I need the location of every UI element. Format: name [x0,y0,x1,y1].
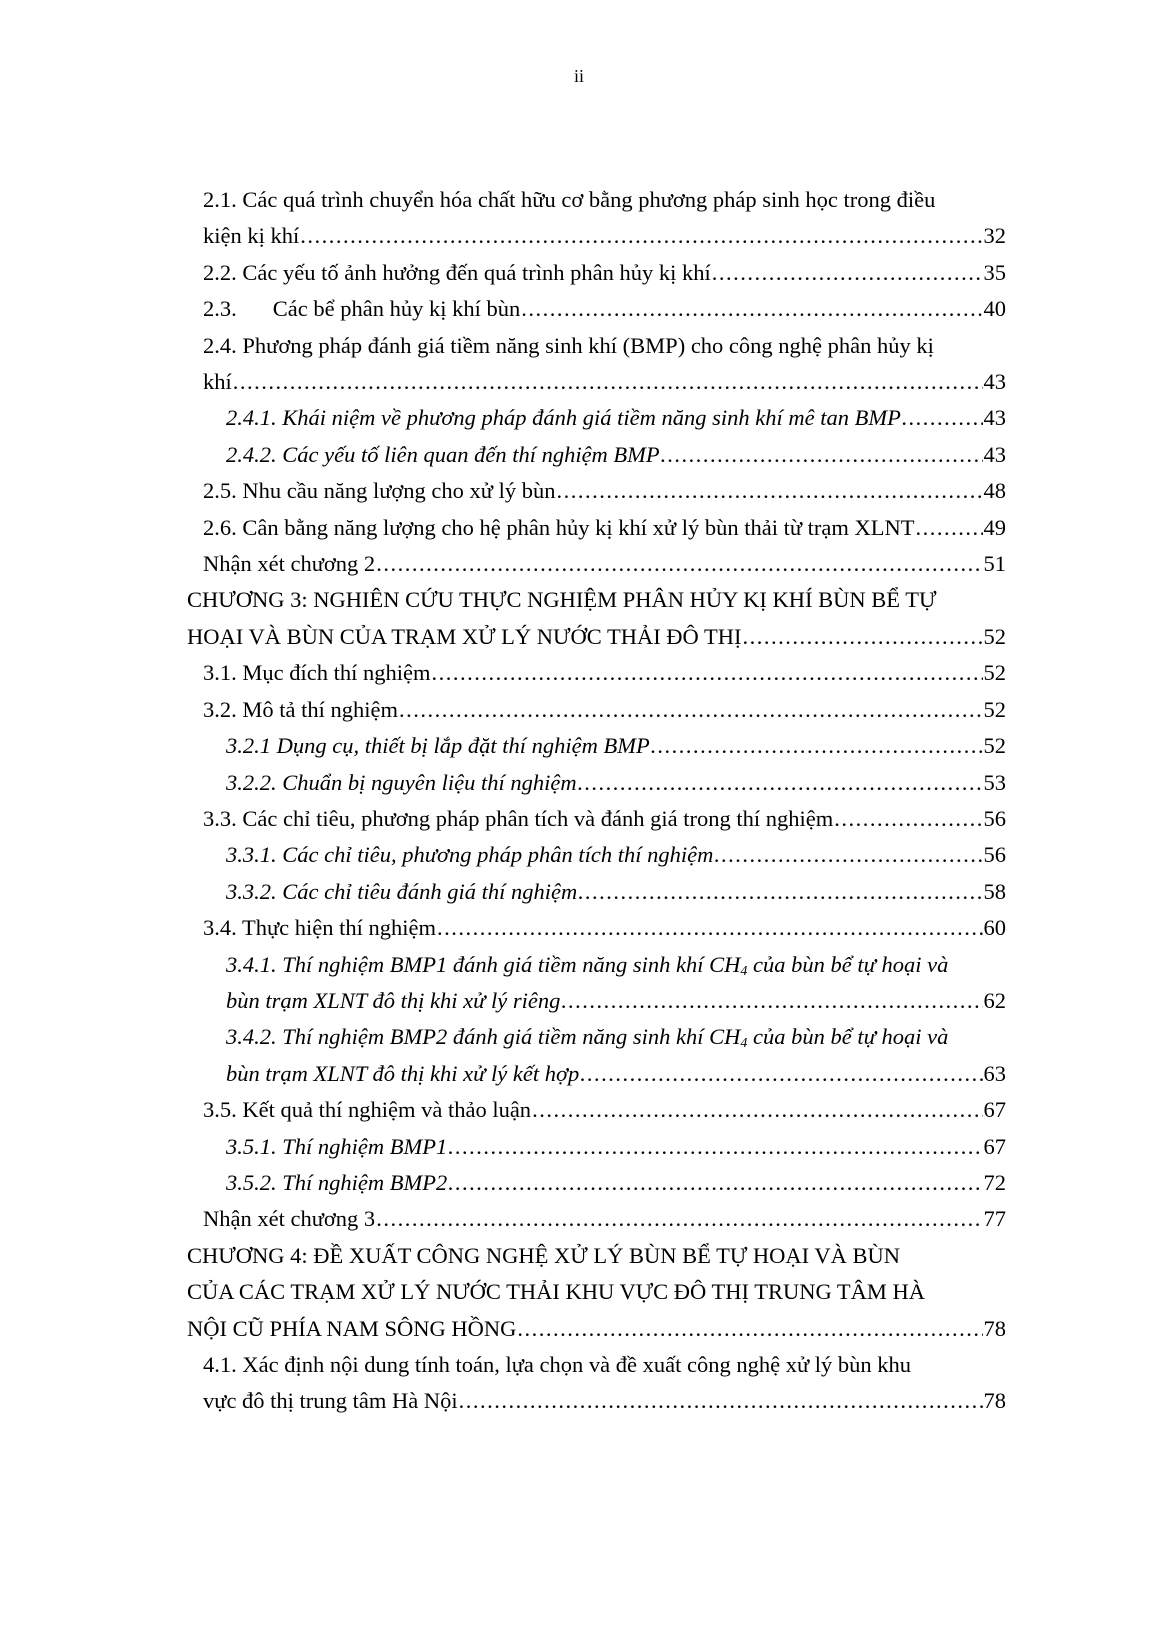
toc-entry[interactable] [203,692,1006,728]
toc-entry[interactable] [226,1129,1006,1165]
dot-leader [714,837,982,873]
toc-entry-text: 2.5. Nhu cầu năng lượng cho xử lý bùn [203,478,556,504]
toc-entry-row [203,218,1006,254]
toc-entry[interactable] [203,546,1006,582]
toc-page-number: 43 [983,369,1006,395]
dot-leader [834,801,982,837]
dot-leader [532,1092,982,1128]
toc-entry[interactable] [203,910,1006,946]
toc-entry[interactable] [203,255,1006,291]
toc-entry[interactable] [226,837,1006,873]
dot-leader [916,510,983,546]
toc-entry[interactable] [226,1165,1006,1201]
toc-entry-title [203,1092,531,1128]
toc-page-number: 60 [983,915,1006,941]
toc-entry-title [226,765,577,801]
toc-entry-text: bùn trạm XLNT đô thị khi xử lý riêng [226,987,561,1013]
toc-entry-title [203,910,436,946]
toc-entry-title [226,1056,579,1092]
toc-entry-row [187,619,1006,655]
subscript: 4 [740,963,748,979]
toc-entry-title [203,801,833,837]
toc-entry-text: 3.3.1. Các chỉ tiêu, phương pháp phân tích thí nghiệm [226,842,714,868]
toc-entry[interactable] [203,801,1006,837]
toc-entry-row [203,473,1006,509]
toc-page-number: 56 [983,805,1006,831]
toc-entry-text: 2.4.2. Các yếu tố liên quan đến thí nghiệm BMP [226,441,660,467]
toc-page-number: 52 [983,733,1006,759]
toc-page-number: 48 [983,478,1006,504]
toc-page-number: 72 [983,1169,1006,1195]
toc-entry-line: 2.1. Các quá trình chuyển hóa chất hữu cơ bằng phương pháp sinh học trong điều [203,187,936,212]
toc-entry-text: 3.3.2. Các chỉ tiêu đánh giá thí nghiệm [226,878,578,904]
toc-page-number: 67 [983,1097,1006,1123]
toc-entry-line-part: 3.4.1. Thí nghiệm BMP1 đánh giá tiềm năng sinh khí CH [226,951,741,977]
toc-entry-title [203,291,520,327]
toc-page-number: 78 [983,1315,1006,1341]
toc-entry[interactable] [203,510,1006,546]
dot-leader [431,655,982,691]
toc-entry[interactable] [226,947,1006,1020]
toc-page-number: 40 [983,296,1006,322]
toc-entry-row [226,1165,1006,1201]
toc-entry-row [226,874,1006,910]
toc-entry-text: Các bể phân hủy kị khí bùn [272,296,521,322]
dot-leader [712,255,983,291]
dot-leader [233,364,983,400]
toc-entry[interactable] [226,1019,1006,1092]
toc-chapter-entry[interactable] [187,1238,1006,1347]
toc-page-number: 35 [983,259,1006,285]
dot-leader [376,1201,982,1237]
toc-entry-row [203,255,1006,291]
toc-entry-text: 3.5.2. Thí nghiệm BMP2 [226,1169,448,1195]
toc-entry-line: 4.1. Xác định nội dung tính toán, lựa chọn và đề xuất công nghệ xử lý bùn khu [203,1352,912,1377]
toc-entry-title [226,983,560,1019]
toc-page-number: 32 [983,223,1006,249]
toc-entry-text: 3.1. Mục đích thí nghiệm [203,660,431,686]
toc-entry-text: 3.4. Thực hiện thí nghiệm [203,915,436,941]
dot-leader [902,400,983,436]
toc-entry-line: CỦA CÁC TRẠM XỬ LÝ NƯỚC THẢI KHU VỰC ĐÔ THỊ TRUNG TÂM HÀ [187,1279,926,1305]
toc-page-number: 49 [983,514,1006,540]
toc-entry-row [203,1383,1006,1419]
toc-entry-row [203,801,1006,837]
toc-entry-row [203,510,1006,546]
toc-entry-text: 3.5.1. Thí nghiệm BMP1 [226,1133,448,1159]
toc-page-number: 77 [983,1206,1006,1232]
toc-entry-row [203,546,1006,582]
toc-entry-text: 3.3. Các chỉ tiêu, phương pháp phân tích và đánh giá trong thí nghiệm [203,805,834,831]
toc-entry-text: HOẠI VÀ BÙN CỦA TRẠM XỬ LÝ NƯỚC THẢI ĐÔ THỊ [187,623,742,649]
toc-entry-row [226,437,1006,473]
toc-entry-title [187,1311,516,1347]
toc-page-number: 52 [983,660,1006,686]
toc-entry-title [226,874,577,910]
toc-entry-text: Nhận xét chương 3 [203,1206,376,1232]
toc-entry[interactable] [203,1347,1006,1420]
toc-entry-text: 3.2. Mô tả thí nghiệm [203,696,398,722]
dot-leader [448,1129,982,1165]
toc-entry[interactable] [226,728,1006,764]
toc-entry-title [203,692,398,728]
toc-page-number: 43 [983,405,1006,431]
toc-entry-row [226,1056,1006,1092]
toc-entry[interactable] [203,473,1006,509]
toc-page-number: 78 [983,1388,1006,1414]
dot-leader [578,874,982,910]
toc-entry-line [226,947,1006,983]
toc-entry-row [203,1092,1006,1128]
toc-entry[interactable] [203,655,1006,691]
toc-entry-title [226,837,713,873]
dot-leader [448,1165,982,1201]
toc-entry-title [203,1383,458,1419]
toc-entry-text: 2.4.1. Khái niệm về phương pháp đánh giá tiềm năng sinh khí mê tan BMP [226,405,901,431]
dot-leader [661,437,983,473]
toc-entry-title [226,728,650,764]
dot-leader [517,1311,982,1347]
toc-entry-text: NỘI CŨ PHÍA NAM SÔNG HỒNG [187,1315,517,1341]
toc-entry-row [203,291,1006,327]
toc-entry-title [203,255,711,291]
toc-page-number: 52 [983,696,1006,722]
toc-entry-text: bùn trạm XLNT đô thị khi xử lý kết hợp [226,1060,580,1086]
toc-entry-title [187,619,742,655]
toc-page-number: 63 [983,1060,1006,1086]
toc-entry-text: 2.6. Cân bằng năng lượng cho hệ phân hủy kị khí xử lý bùn thải từ trạm XLNT [203,514,915,540]
toc-entry[interactable] [226,765,1006,801]
subscript: 4 [740,1036,748,1052]
toc-entry[interactable] [226,437,1006,473]
toc-entry[interactable] [203,328,1006,401]
toc-entry-title [203,655,430,691]
toc-entry[interactable] [203,1201,1006,1237]
toc-entry[interactable] [226,400,1006,436]
toc-entry-title [203,218,299,254]
toc-entry-text: khí [203,369,232,395]
toc-page-number: 56 [983,842,1006,868]
toc-entry-title [203,546,375,582]
dot-leader [651,728,983,764]
toc-entry-row [226,765,1006,801]
toc-page-number: 62 [983,987,1006,1013]
dot-leader [399,692,983,728]
toc-entry-title [226,1129,447,1165]
toc-entry-text: vực đô thị trung tâm Hà Nội [203,1388,458,1414]
dot-leader [743,619,983,655]
toc-entry-row [203,655,1006,691]
toc-entry-title [203,473,556,509]
dot-leader [578,765,983,801]
toc-entry-title [226,437,660,473]
toc-entry-row [226,1129,1006,1165]
dot-leader [300,218,982,254]
dot-leader [557,473,983,509]
toc-entry-line: CHƯƠNG 4: ĐỀ XUẤT CÔNG NGHỆ XỬ LÝ BÙN BỂ TỰ HOẠI VÀ BÙN [187,1242,900,1268]
toc-entry-line: 2.4. Phương pháp đánh giá tiềm năng sinh khí (BMP) cho công nghệ phân hủy kị [203,332,934,358]
toc-entry-row [226,983,1006,1019]
dot-leader [459,1383,983,1419]
toc-entry-line-part: của bùn bể tự hoại và [747,951,949,977]
toc-chapter-entry[interactable] [187,582,1006,655]
toc-entry-title [226,400,901,436]
toc-entry-row [203,692,1006,728]
dot-leader [561,983,982,1019]
toc-entry-title [226,1165,447,1201]
dot-leader [376,546,982,582]
toc-entry-line-part: 3.4.2. Thí nghiệm BMP2 đánh giá tiềm năng sinh khí CH [226,1024,741,1050]
toc-entry-row [203,910,1006,946]
toc-entry-row [226,728,1006,764]
toc-entry-number: 2.3. [203,296,237,322]
toc-page-number: 51 [983,551,1006,577]
dot-leader [521,291,982,327]
toc-entry-line-part: của bùn bể tự hoại và [747,1024,949,1050]
toc-entry-title [203,1201,375,1237]
toc-page-number: 58 [983,878,1006,904]
toc-entry-text: kiện kị khí [203,223,300,249]
toc-page-number: 43 [983,441,1006,467]
toc-entry[interactable] [203,182,1006,255]
toc-entry[interactable] [226,874,1006,910]
toc-entry[interactable] [203,1092,1006,1128]
toc-entry-line [226,1019,1006,1055]
toc-page-number: 52 [983,623,1006,649]
toc-entry-text: 3.2.2. Chuẩn bị nguyên liệu thí nghiệm [226,769,577,795]
dot-leader [437,910,983,946]
toc-entry-row [203,364,1006,400]
toc-entry-line: CHƯƠNG 3: NGHIÊN CỨU THỰC NGHIỆM PHÂN HỦY KỊ KHÍ BÙN BỂ TỰ [187,587,937,613]
page-number: ii [573,66,584,86]
toc-entry-row [226,837,1006,873]
toc-page-number: 53 [983,769,1006,795]
toc-entry-text: Nhận xét chương 2 [203,551,376,577]
toc-entry-text: 3.2.1 Dụng cụ, thiết bị lắp đặt thí nghiệm BMP [226,733,650,759]
toc-entry-text: 2.2. Các yếu tố ảnh hưởng đến quá trình phân hủy kị khí [203,259,711,285]
toc-entry-row [187,1311,1006,1347]
toc-entry-row [226,400,1006,436]
table-of-contents [0,182,1158,1420]
toc-entry-row [203,1201,1006,1237]
toc-entry-title [203,364,232,400]
toc-page-number: 67 [983,1133,1006,1159]
toc-entry[interactable] [203,291,1006,327]
dot-leader [580,1056,982,1092]
toc-entry-title [203,510,915,546]
toc-entry-text: 3.5. Kết quả thí nghiệm và thảo luận [203,1097,532,1123]
